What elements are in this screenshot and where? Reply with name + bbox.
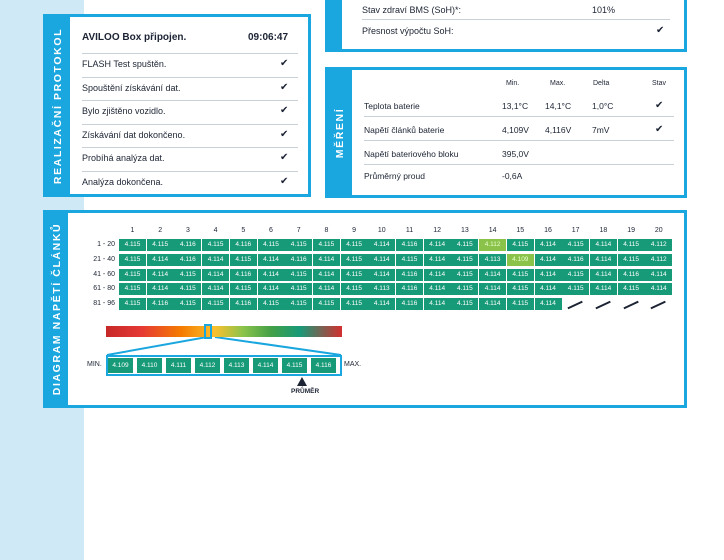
protocol-header-time: 09:06:47: [248, 32, 289, 43]
legend-cell: 4.110: [137, 358, 162, 373]
voltage-cell: 4.114: [535, 239, 562, 251]
column-number: 15: [516, 227, 525, 234]
voltage-cell: 4.115: [119, 283, 146, 295]
voltage-cell: 4.115: [230, 254, 257, 266]
voltage-cell: 4.115: [285, 239, 312, 251]
voltage-cell: 4.116: [562, 254, 589, 266]
empty-cell-dash: [568, 301, 583, 309]
column-number: 1: [130, 227, 135, 234]
check-icon: ✔: [280, 81, 289, 93]
voltage-cell: 4.114: [479, 298, 506, 310]
voltage-cell: 4.114: [258, 269, 285, 281]
column-number: 20: [654, 227, 663, 234]
row-label: 61 - 80: [93, 285, 115, 293]
voltage-cell: 4.115: [562, 269, 589, 281]
protocol-separator: [82, 100, 298, 101]
column-number: 14: [488, 227, 497, 234]
row-label: 41 - 60: [93, 270, 115, 278]
voltage-cell: 4.116: [396, 269, 423, 281]
row-label: 1 - 20: [97, 241, 115, 248]
voltage-cell: 4.115: [618, 254, 645, 266]
voltage-cell: 4.115: [174, 298, 201, 310]
voltage-cell: 4.115: [451, 283, 478, 295]
soh-panel: [325, 0, 687, 52]
column-number: 3: [185, 227, 190, 234]
soh-panel-side: [328, 0, 342, 49]
measurement-row-label: Teplota baterie: [364, 101, 420, 111]
soh-bms-label: Stav zdraví BMS (SoH)*:: [362, 5, 462, 15]
protocol-panel-title: REALIZAČNÍ PROTOKOL: [52, 27, 64, 184]
voltage-cell: 4.112: [645, 239, 672, 251]
voltage-cell: 4.114: [147, 283, 174, 295]
column-number: 17: [571, 227, 580, 234]
protocol-item-label: FLASH Test spuštěn.: [82, 59, 167, 69]
voltage-cell: 4.115: [119, 239, 146, 251]
column-number: 11: [405, 227, 414, 234]
protocol-panel: [43, 14, 311, 197]
protocol-separator: [82, 147, 298, 148]
voltage-cell: 4.114: [368, 254, 395, 266]
voltage-cell: 4.114: [424, 298, 451, 310]
column-number: 16: [544, 227, 552, 234]
voltage-cell: 4.114: [535, 283, 562, 295]
voltage-cell: 4.116: [618, 269, 645, 281]
voltage-cell: 4.112: [479, 239, 506, 251]
voltage-cell: 4.115: [451, 269, 478, 281]
voltage-cell: 4.116: [174, 239, 201, 251]
soh-accuracy-check-icon: ✔: [656, 25, 665, 36]
voltage-cell: 4.115: [507, 269, 534, 281]
voltage-cell: 4.115: [341, 283, 368, 295]
voltage-cell: 4.114: [535, 298, 562, 310]
measurement-check-icon: ✔: [655, 124, 664, 135]
column-number: 5: [241, 227, 246, 234]
voltage-cell: 4.114: [590, 254, 617, 266]
voltage-cell: 4.116: [230, 298, 257, 310]
protocol-header-status: AVILOO Box připojen.: [82, 32, 187, 43]
protocol-item-label: Spouštění získávání dat.: [82, 82, 181, 93]
column-number: 8: [324, 227, 329, 234]
voltage-cell: 4.114: [424, 283, 451, 295]
legend-min-label: MIN.: [87, 361, 102, 368]
voltage-cell: 4.115: [147, 239, 174, 251]
voltage-cell: 4.114: [313, 269, 340, 281]
voltage-cell: 4.114: [645, 269, 672, 281]
voltage-cell: 4.114: [202, 269, 229, 281]
voltage-cell: 4.114: [368, 239, 395, 251]
soh-bms-value: 101%: [592, 5, 616, 15]
column-number: 10: [377, 227, 386, 234]
voltage-cell: 4.115: [174, 283, 201, 295]
empty-cell-dash: [595, 301, 610, 309]
legend-cell: 4.111: [166, 358, 191, 373]
measurement-row-min: -0,6A: [502, 171, 523, 181]
protocol-item-label: Probíhá analýza dat.: [82, 153, 165, 163]
voltage-cell: 4.114: [479, 283, 506, 295]
legend-cell: 4.109: [108, 358, 133, 373]
voltage-cell: 4.116: [230, 269, 257, 281]
measurement-separator: [364, 116, 674, 117]
measurement-header-max: Max.: [550, 80, 566, 87]
voltage-cell: 4.115: [341, 254, 368, 266]
voltage-cell: 4.114: [258, 283, 285, 295]
column-number: 12: [433, 227, 442, 234]
voltage-cell: 4.115: [562, 239, 589, 251]
voltage-cell: 4.115: [202, 239, 229, 251]
measurement-row-label: Průměrný proud: [364, 171, 425, 181]
measurement-header-stav: Stav: [652, 80, 667, 87]
legend-cell: 4.112: [195, 358, 220, 373]
voltage-cell: 4.116: [396, 283, 423, 295]
voltage-cell: 4.116: [285, 254, 312, 266]
voltage-cell: 4.116: [230, 239, 257, 251]
column-number: 18: [599, 227, 608, 234]
voltage-cell: 4.114: [535, 269, 562, 281]
cell-voltage-diagram-panel: [43, 210, 687, 408]
voltage-cell: 4.115: [618, 239, 645, 251]
soh-separator: [362, 19, 670, 20]
voltage-cell: 4.114: [368, 298, 395, 310]
voltage-cell: 4.114: [590, 283, 617, 295]
legend-cell: 4.115: [282, 358, 307, 373]
measurement-row-label: Napětí bateriového bloku: [364, 149, 459, 159]
voltage-cell: 4.113: [368, 283, 395, 295]
voltage-cell: 4.115: [174, 269, 201, 281]
voltage-cell: 4.115: [507, 283, 534, 295]
measurement-header-min: Min.: [506, 80, 520, 87]
protocol-item-label: Bylo zjištěno vozidlo.: [82, 106, 166, 116]
voltage-cell: 4.113: [479, 254, 506, 266]
check-icon: ✔: [280, 152, 289, 163]
measurement-panel-side: [328, 70, 352, 195]
protocol-item-label: Získávání dat dokončeno.: [82, 129, 186, 140]
diagram-panel-title: DIAGRAM NAPĚTÍ ČLÁNKŮ: [51, 222, 63, 396]
column-number: 4: [213, 227, 218, 234]
voltage-cell: 4.112: [645, 254, 672, 266]
protocol-panel-side: [46, 17, 70, 194]
legend-cell: 4.116: [311, 358, 336, 373]
voltage-cell: 4.116: [147, 298, 174, 310]
measurement-separator: [364, 140, 674, 141]
check-icon: ✔: [280, 58, 289, 69]
voltage-cell: 4.114: [424, 254, 451, 266]
voltage-cell: 4.114: [479, 269, 506, 281]
protocol-item-label: Analýza dokončena.: [82, 176, 164, 187]
voltage-cell: 4.114: [202, 254, 229, 266]
column-number: 2: [158, 227, 163, 234]
measurement-row-min: 13,1°C: [502, 101, 529, 111]
voltage-cell: 4.114: [590, 239, 617, 251]
voltage-cell: 4.115: [313, 239, 340, 251]
voltage-cell: 4.115: [230, 283, 257, 295]
voltage-cell: 4.114: [258, 254, 285, 266]
measurement-row-max: 14,1°C: [545, 101, 572, 111]
check-icon: ✔: [280, 175, 289, 187]
voltage-cell: 4.114: [147, 254, 174, 266]
column-number: 7: [296, 227, 301, 234]
voltage-cell: 4.115: [507, 239, 534, 251]
protocol-separator: [82, 171, 298, 172]
legend-max-label: MAX.: [344, 361, 362, 368]
check-icon: ✔: [280, 128, 289, 140]
voltage-cell: 4.116: [396, 298, 423, 310]
voltage-cell: 4.116: [174, 254, 201, 266]
measurement-check-icon: ✔: [655, 100, 664, 111]
empty-cell-dash: [651, 301, 666, 309]
measurement-row-delta: 1,0°C: [592, 101, 614, 111]
column-number: 19: [627, 227, 635, 234]
legend-cell: 4.114: [253, 358, 278, 373]
voltage-cell: 4.114: [202, 283, 229, 295]
voltage-cell: 4.115: [119, 254, 146, 266]
voltage-cell: 4.115: [451, 239, 478, 251]
voltage-cell: 4.115: [119, 298, 146, 310]
measurement-row-delta: 7mV: [592, 125, 610, 135]
voltage-cell: 4.115: [285, 298, 312, 310]
check-icon: ✔: [280, 105, 289, 116]
measurement-row-min: 4,109V: [502, 125, 529, 135]
voltage-cell: 4.114: [424, 269, 451, 281]
voltage-cell: 4.115: [341, 239, 368, 251]
voltage-cell: 4.115: [341, 269, 368, 281]
row-label: 21 - 40: [93, 255, 115, 263]
voltage-cell: 4.109: [507, 254, 534, 266]
protocol-separator: [82, 53, 298, 54]
average-label: PRŮMĚR: [291, 388, 320, 395]
row-label: 81 - 96: [93, 300, 115, 308]
voltage-cell: 4.114: [424, 239, 451, 251]
voltage-cell: 4.114: [368, 269, 395, 281]
voltage-cell: 4.114: [313, 283, 340, 295]
protocol-separator: [82, 77, 298, 78]
voltage-cell: 4.115: [451, 298, 478, 310]
voltage-cell: 4.115: [507, 298, 534, 310]
measurement-panel-title: MĚŘENÍ: [334, 107, 346, 158]
measurement-header-delta: Delta: [593, 80, 610, 87]
voltage-cell: 4.116: [396, 239, 423, 251]
voltage-cell: 4.115: [119, 269, 146, 281]
voltage-cell: 4.115: [618, 283, 645, 295]
voltage-cell: 4.114: [535, 254, 562, 266]
voltage-cell: 4.114: [590, 269, 617, 281]
voltage-cell: 4.114: [147, 269, 174, 281]
diagram-panel-side: [46, 213, 68, 405]
voltage-cell: 4.115: [562, 283, 589, 295]
gradient-scale: [106, 326, 342, 337]
protocol-separator: [82, 124, 298, 125]
measurement-separator: [364, 164, 674, 165]
column-number: 13: [460, 227, 469, 234]
voltage-cell: 4.115: [451, 254, 478, 266]
column-number: 6: [269, 227, 273, 234]
voltage-cell: 4.115: [341, 298, 368, 310]
voltage-cell: 4.114: [313, 254, 340, 266]
voltage-cell: 4.115: [313, 298, 340, 310]
legend-connector: [106, 337, 344, 357]
empty-cell-dash: [623, 301, 638, 309]
voltage-cell: 4.115: [285, 269, 312, 281]
measurement-panel: [325, 67, 687, 198]
voltage-cell: 4.115: [258, 298, 285, 310]
voltage-cell: 4.115: [258, 239, 285, 251]
measurement-row-min: 395,0V: [502, 149, 529, 159]
measurement-row-label: Napětí článků baterie: [364, 125, 445, 135]
voltage-cell: 4.114: [645, 283, 672, 295]
legend-cell: 4.113: [224, 358, 249, 373]
average-triangle-icon: [297, 377, 307, 386]
column-number: 9: [352, 227, 357, 234]
soh-accuracy-label: Přesnost výpočtu SoH:: [362, 26, 454, 36]
voltage-cell: 4.115: [396, 254, 423, 266]
voltage-cell: 4.115: [285, 283, 312, 295]
measurement-row-max: 4,116V: [545, 125, 572, 135]
voltage-cell: 4.115: [202, 298, 229, 310]
